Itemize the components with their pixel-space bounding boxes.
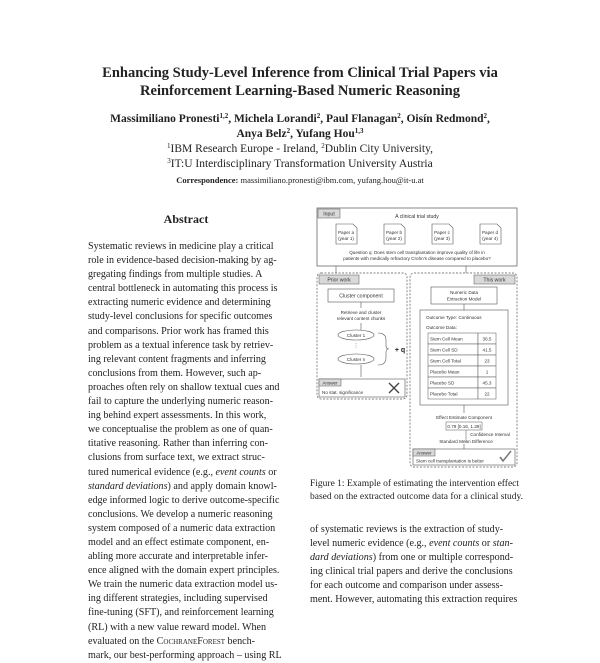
author-name: Anya Belz — [236, 128, 287, 140]
abstract-text: bench- — [225, 635, 256, 647]
left-answer-text: No stat. significance — [322, 390, 364, 395]
author-sep: , — [228, 113, 234, 125]
abstract-text: or — [265, 466, 277, 478]
abstract-emphasis: standard deviations — [88, 480, 168, 492]
paper-b — [384, 224, 405, 244]
row-value: 1 — [485, 369, 489, 375]
author-name: Yufang Hou — [295, 128, 355, 140]
abstract-line: fail to capture the underlying numeric reason- — [88, 396, 273, 408]
author-5 — [236, 128, 295, 140]
abstract-line: system composed of a numeric data extraction — [88, 522, 276, 534]
author-sup: 1,2 — [219, 112, 229, 120]
correspondence — [60, 175, 540, 186]
abstract-line: central bottleneck in automating this process is — [88, 283, 278, 295]
effect-component-label: Effect Estimate Component — [436, 415, 492, 420]
abstract-line: gregating findings from multiple studies. A — [88, 269, 263, 281]
body-text: ) from one or multiple correspond- — [372, 552, 514, 564]
abstract-line: ing relevant content fragments and inferring — [88, 353, 266, 365]
row-value: 45.3 — [482, 380, 492, 386]
body-line — [310, 537, 530, 551]
abstract-line: extracting numeric evidence and determining — [88, 297, 271, 309]
author-6 — [295, 128, 363, 140]
author-sup: 2 — [397, 112, 401, 120]
outcome-data-row — [428, 333, 496, 344]
author-2 — [234, 113, 326, 125]
author-1 — [110, 113, 234, 125]
correspondence-emails[interactable]: massimiliano.pronesti@ibm.com, yufang.hou@it-u.at — [240, 175, 424, 185]
affil-sup: 2 — [321, 142, 325, 150]
smd-label: Standard Mean Difference — [439, 439, 493, 444]
paper-name: Paper b — [385, 230, 403, 235]
affiliations — [60, 142, 540, 172]
body-emphasis: stan- — [492, 538, 513, 550]
body-line: of systematic reviews is the extraction of study- — [310, 524, 504, 535]
outcome-data-label: Outcome Data: — [426, 325, 457, 330]
paper-year: (year 3) — [434, 236, 450, 241]
row-value: 23 — [484, 358, 490, 364]
right-column-body — [310, 523, 530, 608]
paper-d — [480, 224, 501, 244]
row-label: Stem Cell SD — [430, 347, 458, 353]
affil-sup: 1 — [167, 142, 171, 150]
outcome-data-table — [428, 333, 496, 399]
body-line: for each outcome and comparison under assess- — [310, 580, 503, 592]
figure-caption — [310, 478, 528, 504]
abstract-text: ) and apply domain knowl- — [167, 480, 277, 492]
effect-value: 0.79 [0.16, 1.39] — [447, 424, 481, 429]
affil-sup: 3 — [167, 157, 171, 165]
abstract-line: clusions from surface text, we extract struc- — [88, 452, 265, 464]
abstract-heading: Abstract — [163, 212, 209, 226]
abstract-line: model and an effect estimate component, en- — [88, 536, 270, 548]
abstract-line: proaches often rely on shallow textual cues and — [88, 381, 280, 393]
abstract-line: (RL) with a new value reward model. When — [88, 621, 267, 633]
author-3 — [326, 113, 407, 125]
author-4 — [406, 113, 489, 125]
abstract-line: edge informed logic to derive outcome-specific — [88, 494, 280, 506]
abstract-line: ence aligned with the domain expert principles. — [88, 565, 280, 577]
outcome-data-row — [428, 377, 496, 388]
author-name: Paul Flanagan — [325, 113, 398, 125]
ellipsis: ⋮ — [353, 343, 359, 349]
this-work-label: This work — [483, 277, 506, 284]
paper-name: Paper d — [481, 230, 499, 235]
question-line-1: Question q: Does stem cell transplantation improve quality of life in — [349, 250, 485, 255]
retrieve-line-2: relevant content chunks — [336, 316, 386, 321]
cluster-n-label: Cluster n — [346, 357, 366, 362]
author-sep: , — [487, 113, 490, 125]
body-emphasis: dard deviations — [310, 552, 373, 564]
title-line-1: Enhancing Study-Level Inference from Clinical Trial Papers via — [102, 65, 498, 81]
abstract-emphasis: event counts — [215, 466, 266, 478]
plus-q-label: + q — [394, 347, 406, 354]
paper-year: (year 1) — [338, 236, 354, 241]
trial-label: A clinical trial study — [395, 214, 439, 220]
author-list — [60, 112, 540, 142]
outcome-type: Outcome Type: Continuous — [426, 315, 482, 320]
body-line: ing clinical trial papers and derive the conclusions — [310, 566, 513, 578]
input-label: Input — [323, 211, 335, 218]
paper-name: Paper a — [337, 230, 355, 235]
abstract-text: evaluated on the — [88, 635, 157, 647]
ci-label: Confidence Interval — [470, 432, 510, 437]
brace — [378, 333, 389, 365]
affiliation-dcu: Dublin City University, — [324, 143, 433, 155]
figure-1 — [316, 207, 518, 469]
abstract-line — [88, 466, 284, 480]
outcome-data-row — [428, 355, 496, 366]
paper-year: (year 4) — [482, 236, 498, 241]
correspondence-label: Correspondence: — [176, 175, 239, 185]
body-text: level numeric evidence (e.g., — [310, 538, 430, 550]
row-value: 36.5 — [482, 336, 492, 342]
abstract-line: we conceptualise the problem as one of quan- — [88, 424, 273, 436]
title-line-2: Reinforcement Learning-Based Numeric Reasoning — [140, 83, 460, 99]
prior-work-label: Prior work — [327, 277, 351, 284]
abstract-line: conclusions from them. However, such ap- — [88, 367, 262, 379]
row-value: 22 — [484, 391, 490, 397]
numeric-model-line-2: Extraction Model — [446, 296, 482, 302]
body-text: or — [479, 538, 493, 550]
outcome-data-row — [428, 366, 496, 377]
abstract-line: and comparisons. Prior work has framed this — [88, 325, 269, 337]
cluster-1-label: Cluster 1 — [346, 333, 366, 338]
cluster-component-label: Cluster component — [339, 293, 383, 300]
abstract-text: tured numerical evidence (e.g., — [88, 466, 216, 478]
right-answer-label: Answer — [416, 450, 432, 456]
body-emphasis: event counts — [429, 538, 480, 550]
retrieve-line-1: Retrieve and cluster — [340, 310, 382, 315]
author-sup: 2 — [286, 127, 291, 135]
abstract-line — [88, 480, 284, 494]
author-sup: 2 — [483, 112, 487, 120]
abstract-line: We train the numeric data extraction model us- — [88, 579, 278, 591]
abstract-line: role in evidence-based decision-making by ag- — [88, 255, 277, 267]
abstract-line: conclusions. We develop a numeric reasoning — [88, 508, 273, 520]
abstract-body — [88, 240, 284, 663]
abstract-line: fine-tuning (SFT), and reinforcement learning — [88, 607, 274, 619]
abstract-line: mark, our best-performing approach – using RL — [88, 649, 282, 661]
abstract-line: titative reasoning. Rather than inferring con- — [88, 438, 268, 450]
author-sup: 2 — [316, 112, 321, 120]
outcome-data-row — [428, 344, 496, 355]
caption-line-1: Figure 1: Example of estimating the intervention effect — [310, 479, 520, 489]
author-name: Massimiliano Pronesti — [110, 113, 220, 125]
abstract-line: problem as a textual inference task by retriev- — [88, 339, 274, 351]
caption-line-2: based on the extracted outcome data for a clinical study. — [310, 492, 524, 502]
author-sep: , — [320, 113, 326, 125]
question-line-2: patients with medically refractory Crohn's disease compared to placebo? — [343, 256, 491, 261]
paper-c — [432, 224, 453, 244]
paper-name: Paper c — [434, 230, 450, 235]
figure-diagram — [316, 207, 518, 469]
author-name: Michela Lorandi — [233, 113, 317, 125]
author-sep: , — [290, 128, 296, 140]
author-sup: 1,3 — [354, 127, 364, 135]
abstract-line: ing behind expert assessments. In this work, — [88, 410, 267, 422]
row-label: Placebo SD — [430, 380, 455, 386]
body-line: ment. However, automating this extraction requires — [310, 594, 518, 606]
paper-year: (year 2) — [386, 236, 402, 241]
author-name: Oisín Redmond — [406, 113, 484, 125]
left-answer-label: Answer — [322, 380, 338, 386]
row-label: Stem Cell Mean — [430, 336, 463, 342]
row-label: Placebo Total — [430, 391, 458, 397]
abstract-line: abling more accurate and interpretable infer- — [88, 551, 268, 563]
abstract-line — [88, 635, 284, 649]
abstract-line: ing different strategies, including supervised — [88, 593, 268, 605]
paper-a — [336, 224, 357, 244]
affiliation-ibm: IBM Research Europe - Ireland, — [170, 143, 322, 155]
affiliation-itu: IT:U Interdisciplinary Transformation University Austria — [170, 158, 433, 170]
paper-title — [60, 64, 540, 100]
body-line — [310, 551, 530, 565]
cochrane-forest-name: CochraneForest — [156, 635, 226, 647]
author-sep: , — [400, 113, 407, 125]
numeric-model-line-1: Numeric Data — [449, 290, 479, 295]
row-label: Stem Cell Total — [430, 358, 461, 364]
outcome-data-row — [428, 388, 496, 399]
abstract-line: study-level conclusions for specific outcomes — [88, 311, 273, 323]
right-answer-text: Stem cell transplantation is better — [416, 458, 484, 464]
row-value: 41.5 — [482, 347, 492, 353]
abstract-line: Systematic reviews in medicine play a critical — [88, 241, 274, 252]
row-label: Placebo Mean — [430, 369, 460, 375]
